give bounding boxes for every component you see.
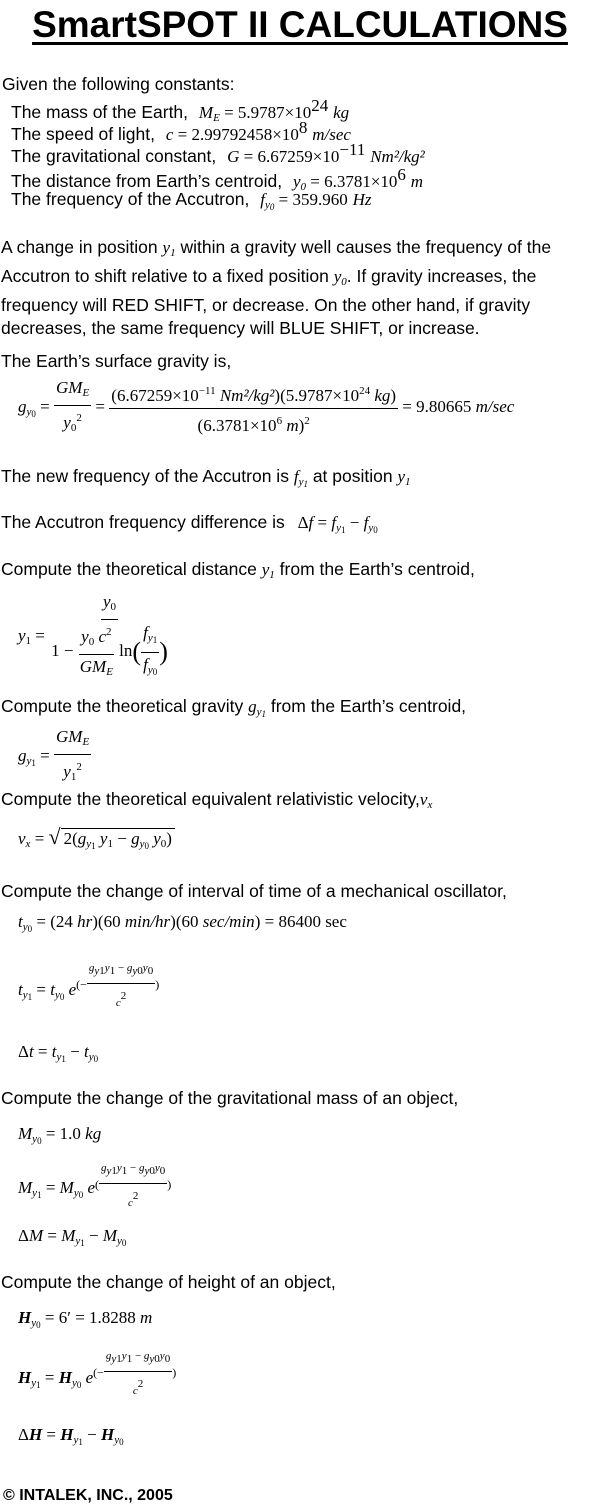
gravity-shift-paragraph: A change in position $y_1$ within a gravity well causes the frequency of the Accutron to shift relative to a fixed position $y_0$. If gravity increases, the frequency will RED SHIFT, or decrease. On the other hand, if gravity decreases, the same frequency will BLUE SHIFT, or increase. — [1, 237, 552, 338]
height-base-equation: $H_{y_0} = 6' = 1.8288$ m — [18, 1308, 153, 1330]
constant-light: The speed of light, $c = 2.99792458\times 10^8$ m/sec — [11, 118, 351, 144]
velocity-heading: Compute the theoretical equivalent relativistic $velocity,v_x$ — [1, 789, 433, 811]
height-difference-equation: $\Delta H = H_{y_1} - H_{y_0}$ — [18, 1425, 124, 1447]
distance-heading: Compute the theoretical distance $y_1$ from the Earth’s centroid, — [1, 559, 475, 581]
constant-distance: The distance from Earth’s centroid, $y_0 = 6.3781\times 10^6$ m — [11, 165, 424, 193]
height-heading: Compute the change of height of an object, — [1, 1272, 336, 1292]
constants-intro: Given the following constants: — [2, 74, 235, 94]
mass-base-equation: $M_{y_0} = 1.0$ kg — [18, 1124, 102, 1146]
gravity-heading: Compute the theoretical gravity $g_{y_1}$ from the Earth’s centroid, — [1, 696, 467, 719]
constant-gravitational: The gravitational constant, $G = 6.67259\times 10^{-11}$ Nm²/kg² — [11, 140, 425, 166]
gravity-equation: $g_{y_1}$ = $\frac{GM_E}{y_1^2}$ — [18, 727, 90, 783]
mass-heading: Compute the change of the gravitational mass of an object, — [1, 1088, 459, 1108]
constant-mass: The mass of the Earth, $M_E = 5.9787\times 10^{24}$ kg — [11, 96, 350, 124]
page-title: SmartSPOT II CALCULATIONS — [32, 4, 568, 45]
time-heading: Compute the change of interval of time of a mechanical oscillator, — [1, 881, 507, 901]
mass-difference-equation: $\Delta M = M_{y_1} - M_{y_0}$ — [18, 1226, 127, 1248]
velocity-equation: $v_x$ = √ $2(g_{y_1}$ $y_1 - g_{y_0}$ $y_0$) — [18, 827, 175, 856]
distance-equation: $y_1$ = $y_0$ 1 − $\frac{y_0 c^2}{GM_E}$ ln( $\frac{f_{y_1}}{f_{y_0}}$ ) — [18, 592, 168, 678]
time-dilation-equation: $t_{y_1} = t_{y_0}$ e(− $\frac{g_{y1}y_1 - g_{y0}y_0}{c^2}$ ) — [18, 958, 159, 1013]
time-difference-equation: $\Delta t = t_{y_1} - t_{y_0}$ — [18, 1042, 99, 1064]
height-change-equation: $H_{y_1} = H_{y_0}$ e(− $\frac{g_{y1}y_1 - g_{y0}y_0}{c^2}$ ) — [18, 1346, 176, 1401]
surface-gravity-equation: $g_{y_0}$ = $\frac{GM_E}{y_0^2}$ = $\frac{(6.67259\times 10^{-11} Nm^2/kg^2)(5.9787\times 10^{24} kg)}{(6.3781\times 10^6 m)^2}$ = 9.80665 m/sec — [18, 378, 515, 435]
copyright-notice: © INTALEK, INC., 2005 — [3, 1487, 173, 1504]
surface-gravity-label: The Earth’s surface gravity is, — [1, 351, 232, 371]
mass-change-equation: $M_{y_1} = M_{y_0}$ e( $\frac{g_{y1}y_1 - g_{y0}y_0}{c^2}$ ) — [18, 1158, 171, 1213]
new-frequency-line: The new frequency of the Accutron is $f_{y_1}$ at position $y_1$ — [1, 466, 411, 489]
frequency-difference-line: The Accutron frequency difference is $\Delta f = f_{y_1} - f_{y_0}$ — [1, 512, 378, 535]
time-base-equation: $t_{y_0} = (24$ hr)(60 min/hr)(60 sec/min) = 86400 sec — [18, 912, 347, 934]
constant-frequency: The frequency of the Accutron, $f_{y_0} = 359.960$ Hz — [11, 189, 372, 212]
